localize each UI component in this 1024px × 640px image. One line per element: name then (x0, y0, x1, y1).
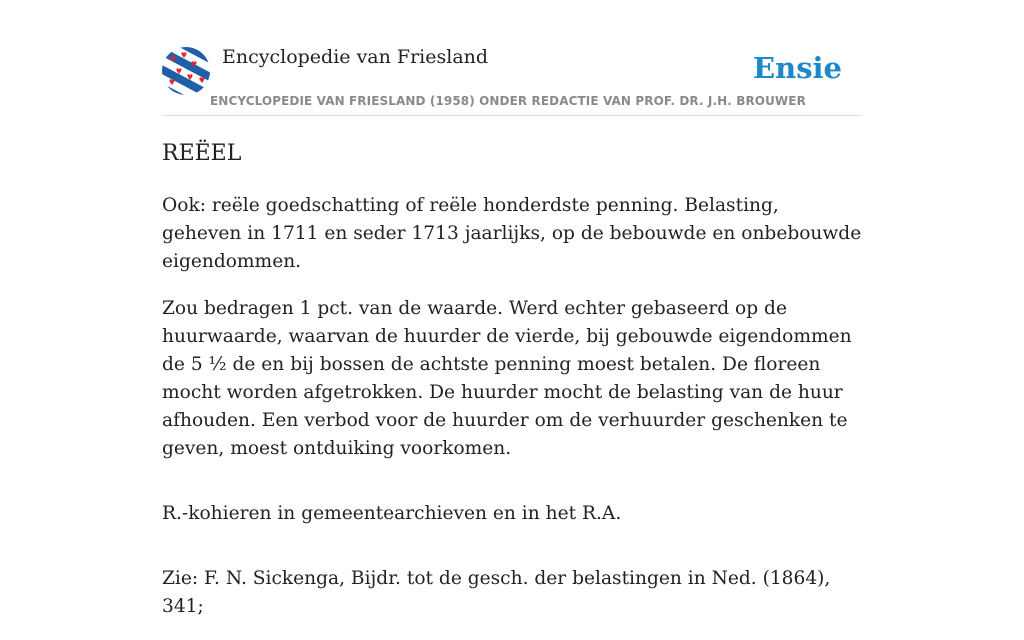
site-subtitle: ENCYCLOPEDIE VAN FRIESLAND (1958) ONDER REDACTIE VAN PROF. DR. J.H. BROUWER (210, 94, 806, 108)
entry-paragraph: Zou bedragen 1 pct. van de waarde. Werd echter gebaseerd op de huurwaarde, waarvan de huurder de vierde, bij gebouwde eigendommen de 5 ½ de en bij bossen de achtste penning moest betalen. De floreen mocht worden afgetrokken. De huurder mocht de belasting van de huur afhouden. Een verbod voor de huurder om de verhuurder geschenken te geven, moest ontduiking voorkomen. (162, 298, 852, 459)
site-title[interactable]: Encyclopedie van Friesland (222, 46, 489, 68)
entry-paragraph: Zie: F. N. Sickenga, Bijdr. tot de gesch. der belastingen in Ned. (1864), 341; (162, 568, 831, 617)
entry-body (162, 192, 862, 640)
entry-paragraph: R.-kohieren in gemeentearchieven en in het R.A. (162, 503, 622, 524)
entry-title: REËEL (162, 141, 242, 166)
page (162, 0, 862, 617)
frisian-flag-logo-icon[interactable] (162, 47, 210, 95)
entry-paragraph: Ook: reële goedschatting of reële honderdste penning. Belasting, geheven in 1711 en seder 1713 jaarlijks, op de bebouwde en onbebouwde eigendommen. (162, 195, 862, 272)
ensie-brand-link[interactable]: Ensie (753, 51, 842, 85)
site-header (162, 0, 862, 116)
